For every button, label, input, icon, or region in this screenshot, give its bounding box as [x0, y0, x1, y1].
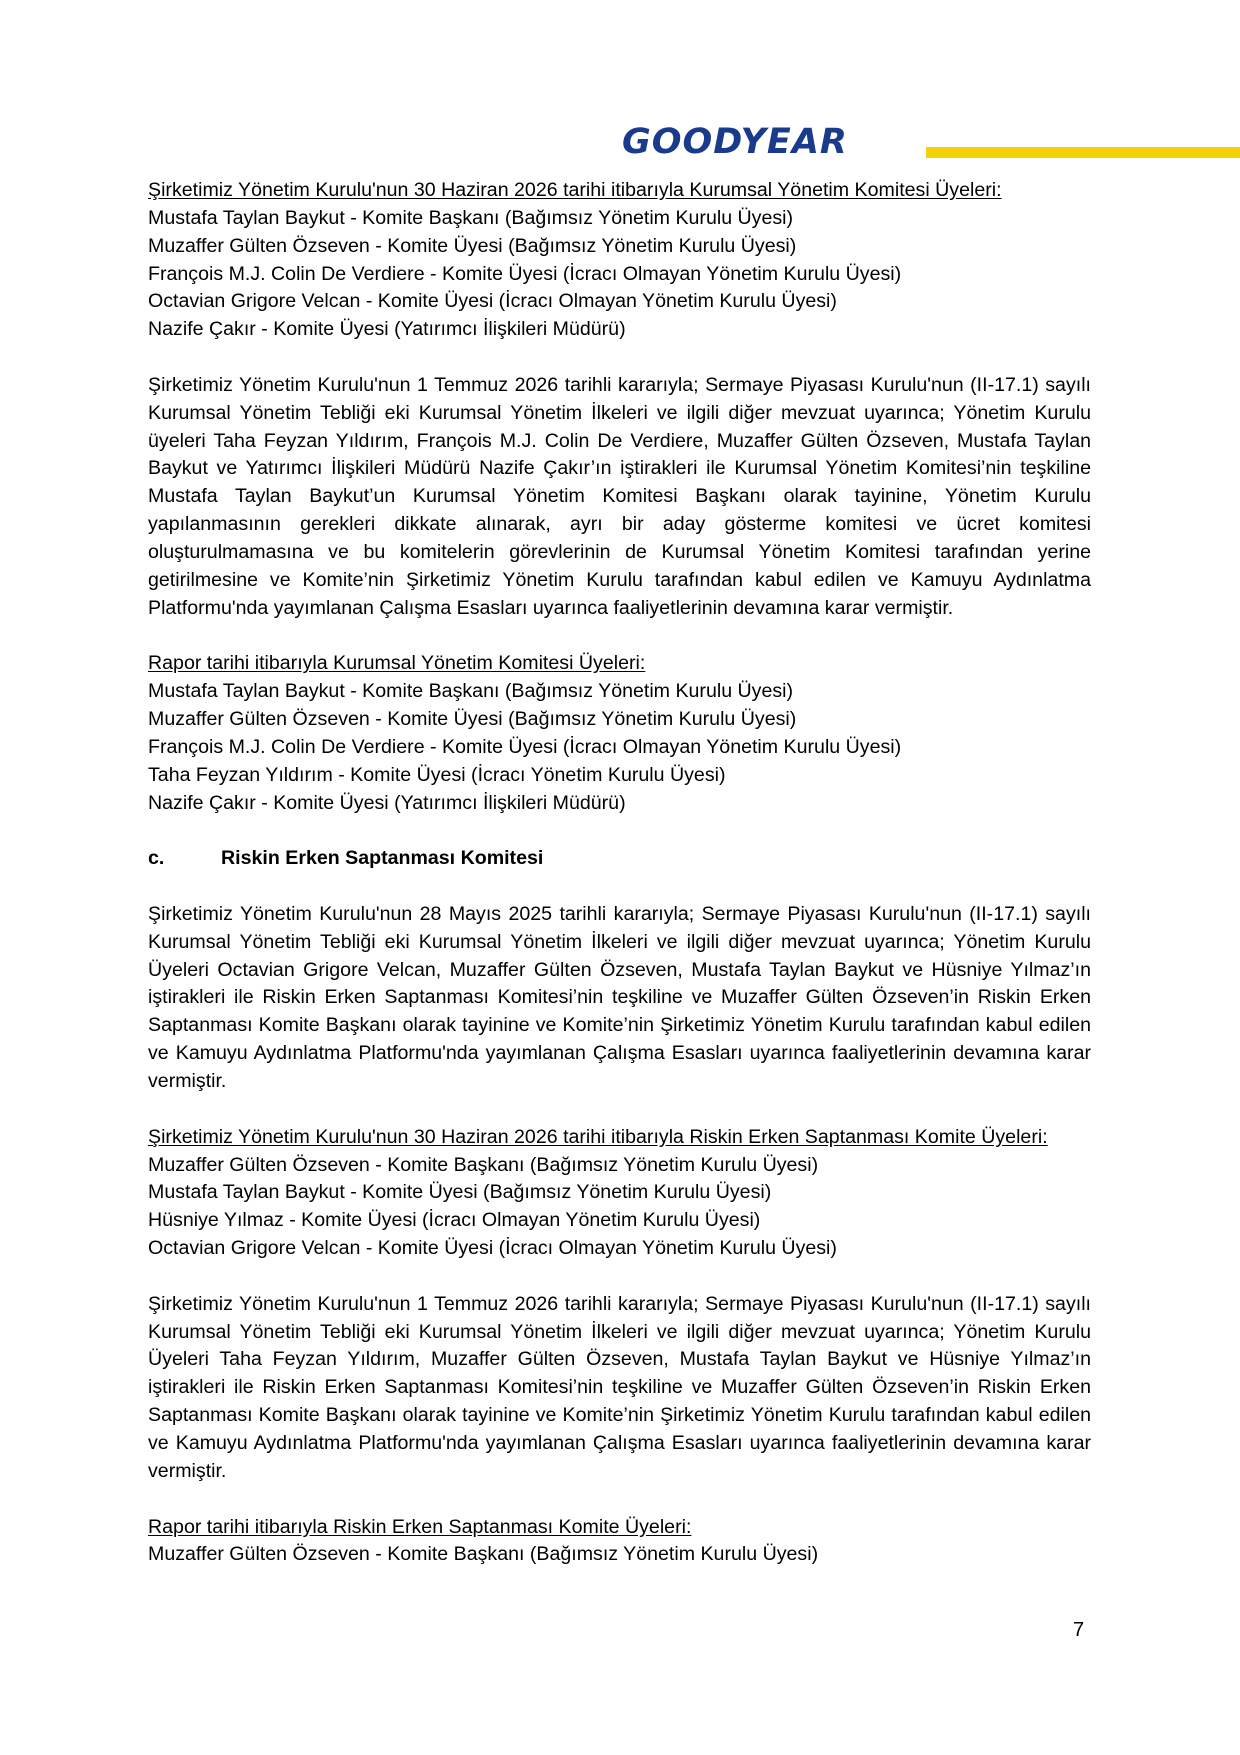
- goodyear-logo: GOODYEAR: [622, 122, 848, 162]
- paragraph: Şirketimiz Yönetim Kurulu'nun 1 Temmuz 2026 tarihli kararıyla; Sermaye Piyasası Kurulu'nun (II-17.1) sayılı Kurumsal Yönetim Tebliği eki Kurumsal Yönetim İlkeleri ve ilgili diğer mevzuat uyarınca; Yönetim Kurulu Üyeleri Taha Feyzan Yıldırım, Muzaffer Gülten Özseven, Mustafa Taylan Baykut ve Hüsniye Yılmaz’ın iştirakleri ile Riskin Erken Saptanması Komitesi’nin teşkiline ve Muzaffer Gülten Özseven’in Riskin Erken Saptanması Komite Başkanı olarak tayinine ve Komite’nin Şirketimiz Yönetim Kurulu tarafından kabul edilen ve Kamuyu Aydınlatma Platformu'nda yayımlanan Çalışma Esasları uyarınca faaliyetlerinin devamına karar vermiştir.: [148, 1292, 1091, 1482]
- logo-accent-bar: [926, 147, 1240, 158]
- paragraph: Şirketimiz Yönetim Kurulu'nun 1 Temmuz 2026 tarihli kararıyla; Sermaye Piyasası Kurulu'nun (II-17.1) sayılı Kurumsal Yönetim Tebliği eki Kurumsal Yönetim İlkeleri ve ilgili diğer mevzuat uyarınca; Yönetim Kurulu üyeleri Taha Feyzan Yıldırım, François M.J. Colin De Verdiere, Muzaffer Gülten Özseven, Mustafa Taylan Baykut ve Yatırımcı İlişkileri Müdürü Nazife Çakır’ın iştirakleri ile Kurumsal Yönetim Komitesi’nin teşkiline Mustafa Taylan Baykut’un Kurumsal Yönetim Komitesi Başkanı olarak tayinine, Yönetim Kurulu yapılanmasının gerekleri dikkate alınarak, ayrı bir aday gösterme komitesi ve ücret komitesi oluşturulmamasına ve bu komitelerin görevlerinin de Kurumsal Yönetim Komitesi tarafından yerine getirilmesine ve Komite’nin Şirketimiz Yönetim Kurulu tarafından kabul edilen ve Kamuyu Aydınlatma Platformu'nda yayımlanan Çalışma Esasları uyarınca faaliyetlerinin devamına karar vermiştir.: [148, 373, 1091, 619]
- list-item: Hüsniye Yılmaz - Komite Üyesi (İcracı Olmayan Yönetim Kurulu Üyesi): [148, 1209, 761, 1232]
- list-item: Muzaffer Gülten Özseven - Komite Başkanı (Bağımsız Yönetim Kurulu Üyesi): [148, 1543, 819, 1566]
- committee-members-title: Şirketimiz Yönetim Kurulu'nun 30 Haziran 2026 tarihi itibarıyla Kurumsal Yönetim Komitesi Üyeleri:: [148, 179, 1002, 201]
- list-item: Taha Feyzan Yıldırım - Komite Üyesi (İcracı Yönetim Kurulu Üyesi): [148, 763, 726, 786]
- list-item: Nazife Çakır - Komite Üyesi (Yatırımcı İlişkileri Müdürü): [148, 318, 626, 341]
- page-number: 7: [1073, 1619, 1085, 1641]
- list-item: Muzaffer Gülten Özseven - Komite Üyesi (Bağımsız Yönetim Kurulu Üyesi): [148, 234, 797, 257]
- list-item: Muzaffer Gülten Özseven - Komite Başkanı (Bağımsız Yönetim Kurulu Üyesi): [148, 1153, 819, 1176]
- list-item: Octavian Grigore Velcan - Komite Üyesi (İcracı Olmayan Yönetim Kurulu Üyesi): [148, 1237, 837, 1260]
- list-item: Nazife Çakır - Komite Üyesi (Yatırımcı İlişkileri Müdürü): [148, 791, 626, 814]
- section-title: Riskin Erken Saptanması Komitesi: [221, 847, 544, 870]
- document-body: [148, 177, 1091, 1569]
- list-item: Mustafa Taylan Baykut - Komite Üyesi (Bağımsız Yönetim Kurulu Üyesi): [148, 1181, 772, 1204]
- section-number: c.: [148, 847, 165, 870]
- committee-members-title: Rapor tarihi itibarıyla Riskin Erken Saptanması Komite Üyeleri:: [148, 1515, 692, 1538]
- list-item: Mustafa Taylan Baykut - Komite Başkanı (Bağımsız Yönetim Kurulu Üyesi): [148, 680, 794, 703]
- committee-members-title: Şirketimiz Yönetim Kurulu'nun 30 Haziran 2026 tarihi itibarıyla Riskin Erken Saptanması Komite Üyeleri:: [148, 1125, 1048, 1148]
- list-item: François M.J. Colin De Verdiere - Komite Üyesi (İcracı Olmayan Yönetim Kurulu Üyesi): [148, 262, 902, 285]
- list-item: Octavian Grigore Velcan - Komite Üyesi (İcracı Olmayan Yönetim Kurulu Üyesi): [148, 290, 837, 313]
- committee-members-title: Rapor tarihi itibarıyla Kurumsal Yönetim Komitesi Üyeleri:: [148, 652, 646, 675]
- paragraph: Şirketimiz Yönetim Kurulu'nun 28 Mayıs 2025 tarihli kararıyla; Sermaye Piyasası Kurulu'nun (II-17.1) sayılı Kurumsal Yönetim Tebliği eki Kurumsal Yönetim İlkeleri ve ilgili diğer mevzuat uyarınca; Yönetim Kurulu Üyeleri Octavian Grigore Velcan, Muzaffer Gülten Özseven, Mustafa Taylan Baykut ve Hüsniye Yılmaz’ın iştirakleri ile Riskin Erken Saptanması Komitesi’nin teşkiline ve Muzaffer Gülten Özseven’in Riskin Erken Saptanması Komite Başkanı olarak tayinine ve Komite’nin Şirketimiz Yönetim Kurulu tarafından kabul edilen ve Kamuyu Aydınlatma Platformu'nda yayımlanan Çalışma Esasları uyarınca faaliyetlerinin devamına karar vermiştir.: [148, 902, 1091, 1092]
- list-item: François M.J. Colin De Verdiere - Komite Üyesi (İcracı Olmayan Yönetim Kurulu Üyesi): [148, 735, 902, 758]
- list-item: Muzaffer Gülten Özseven - Komite Üyesi (Bağımsız Yönetim Kurulu Üyesi): [148, 708, 797, 731]
- section-heading: [148, 845, 1091, 873]
- list-item: Mustafa Taylan Baykut - Komite Başkanı (Bağımsız Yönetim Kurulu Üyesi): [148, 206, 794, 229]
